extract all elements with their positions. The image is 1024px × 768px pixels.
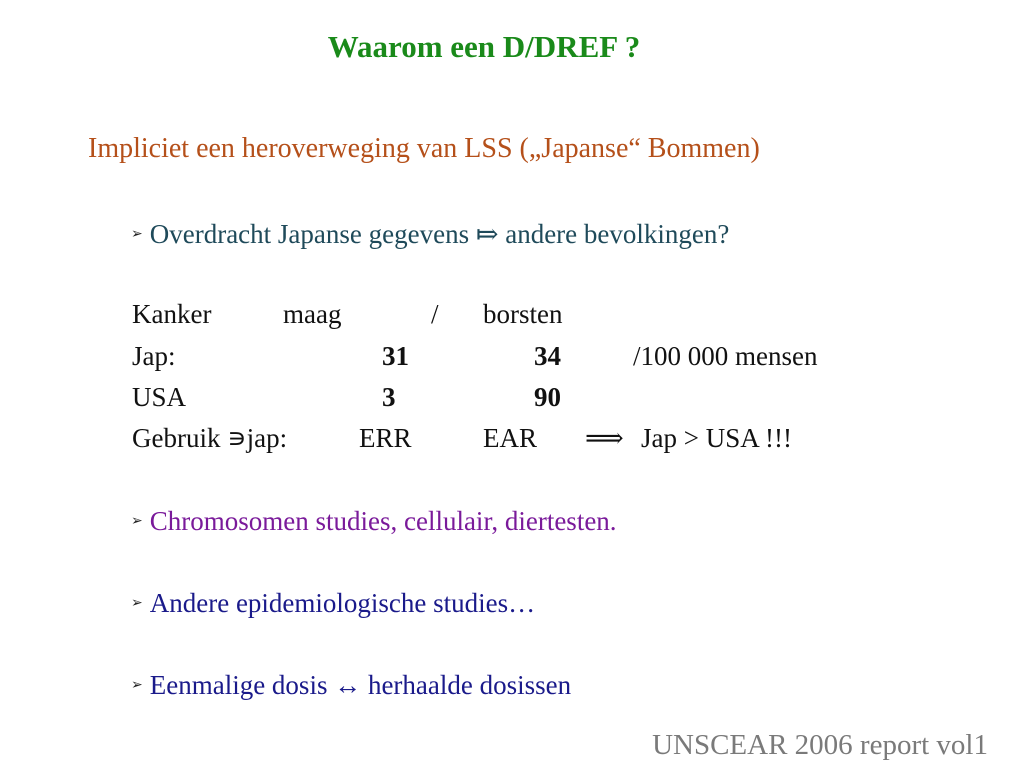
bullet-dose-text: Eenmalige dosis ↔ herhaalde dosissen [149,670,572,700]
table-header-row [0,296,1024,332]
usage-err: ERR [359,423,412,453]
row-stomach-value: 3 [382,382,396,412]
usage-conclusion: Jap > USA !!! [641,423,792,453]
bullet-transfer-text: Overdracht Japanse gegevens ⤇ andere bevolkingen? [149,219,730,249]
bullet-chromosome [131,503,617,542]
arrowhead-bullet-icon: ➢ [131,677,143,693]
arrowhead-bullet-icon: ➢ [131,226,143,242]
footer-source: UNSCEAR 2006 report vol1 [652,729,988,761]
table-row [0,338,1024,374]
bullet-epidemiology [131,585,535,624]
usage-ear: EAR [483,423,537,453]
slide-title: Waarom een D/DREF ? [327,29,641,64]
implies-arrow: ⟹ [585,423,624,453]
row-breast-value: 34 [534,341,561,371]
row-label: Jap: [132,341,176,371]
arrowhead-bullet-icon: ➢ [131,595,143,611]
bullet-epidemiology-text: Andere epidemiologische studies… [149,588,536,618]
row-unit: /100 000 mensen [633,341,818,371]
table-row [0,379,1024,415]
bullet-transfer [131,216,729,255]
arrowhead-bullet-icon: ➢ [131,513,143,529]
usage-row [0,420,1024,456]
header-separator: / [431,299,439,329]
row-breast-value: 90 [534,382,561,412]
bullet-chromosome-text: Chromosomen studies, cellulair, diertesten. [149,506,617,536]
header-cancer: Kanker [132,299,212,329]
bullet-dose [131,667,571,706]
header-breast: borsten [483,299,563,329]
row-label: USA [132,382,187,412]
slide-subtitle: Impliciet een heroverweging van LSS („Japanse“ Bommen) [88,133,760,164]
row-stomach-value: 31 [382,341,409,371]
header-stomach: maag [283,299,342,329]
usage-label: Gebruik ∍jap: [132,423,288,453]
